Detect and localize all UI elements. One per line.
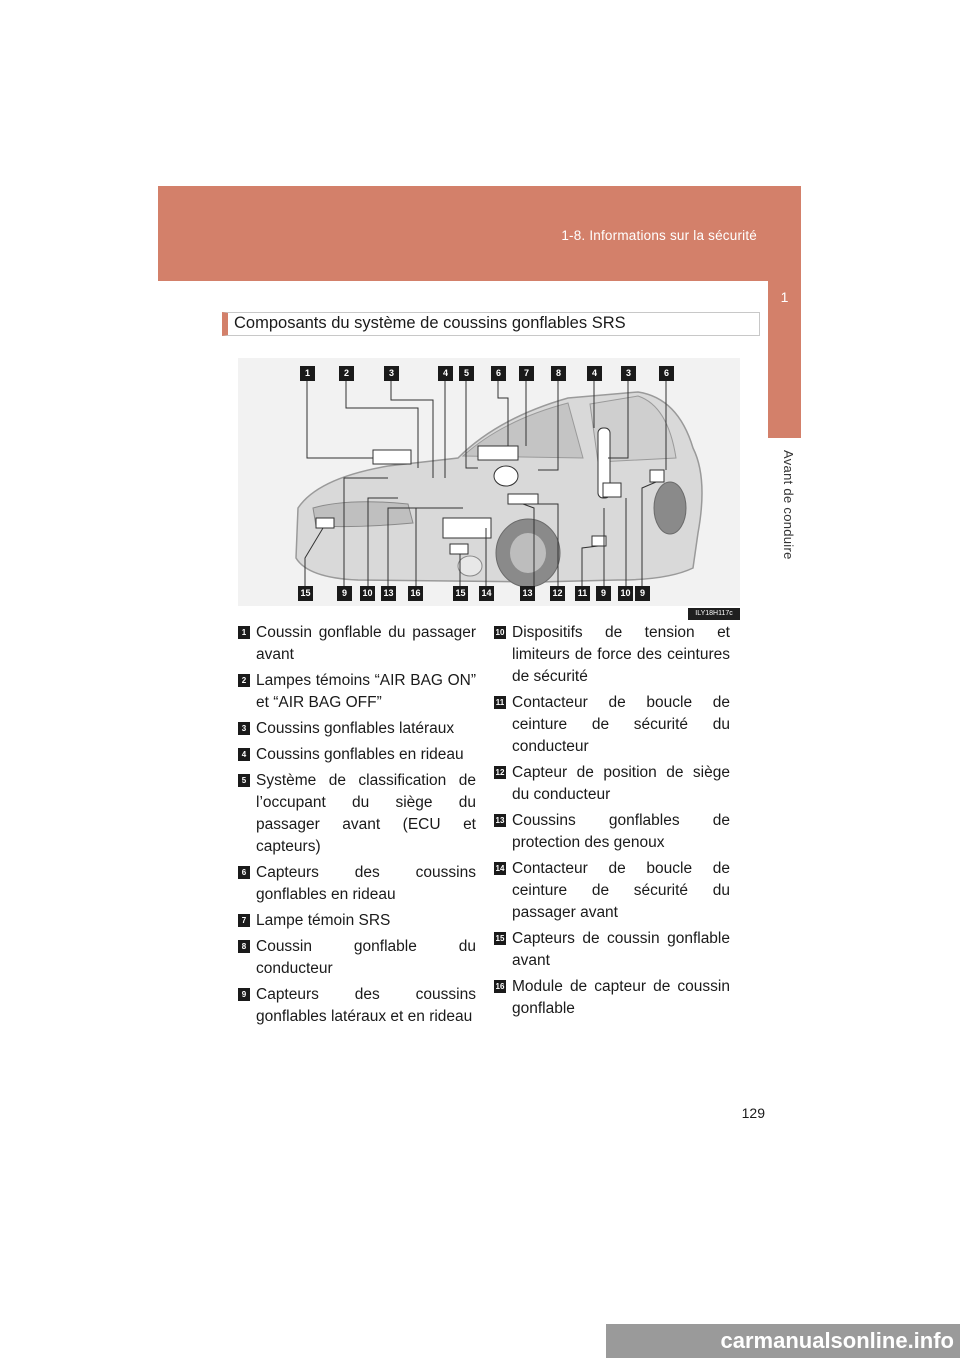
callout-top-6b: 6 (659, 366, 674, 381)
section-heading-text: Composants du système de coussins gonflables SRS (234, 314, 626, 332)
callout-top-6: 6 (491, 366, 506, 381)
item-text: Coussins gonflables latéraux (256, 720, 455, 737)
components-list-right (494, 622, 730, 1024)
callout-bottom-10: 10 (360, 586, 375, 601)
front-sensor-right-block (450, 544, 468, 554)
item-number-badge: 6 (238, 866, 250, 879)
item-number-badge: 9 (238, 988, 250, 1001)
item-number-badge: 5 (238, 774, 250, 787)
item-text: Coussin gonflable du passager avant (256, 624, 476, 663)
callout-bottom-15: 15 (298, 586, 313, 601)
list-item (494, 762, 730, 806)
item-number-badge: 12 (495, 768, 505, 777)
callout-bottom-13: 13 (381, 586, 396, 601)
callout-bottom-11: 11 (575, 586, 590, 601)
airbag-components-figure (238, 358, 740, 617)
callout-top-4: 4 (438, 366, 453, 381)
item-number-badge: 1 (238, 626, 250, 639)
item-number-badge: 15 (495, 934, 505, 943)
item-text: Coussin gonflable du conducteur (256, 938, 476, 977)
item-text: Contacteur de boucle de ceinture de sécurité du conducteur (512, 694, 730, 755)
item-number-badge: 14 (495, 864, 505, 873)
watermark-link[interactable]: carmanualsonline.info (606, 1324, 960, 1358)
list-item (238, 936, 476, 980)
chapter-number: 1 (780, 289, 789, 305)
callout-top-4b: 4 (587, 366, 602, 381)
item-number-badge: 7 (238, 914, 250, 927)
callout-bottom-12: 12 (550, 586, 565, 601)
curtain-sensor-block (650, 470, 664, 482)
callout-bottom-9: 9 (337, 586, 352, 601)
car-illustration (238, 358, 740, 606)
item-number-badge: 3 (238, 722, 250, 735)
item-text: Lampe témoin SRS (256, 912, 391, 929)
list-item (238, 910, 476, 932)
steering-wheel-shape (494, 466, 518, 486)
item-text: Coussins gonflables de protection des genoux (512, 812, 730, 851)
chapter-side-label: Avant de conduire (781, 450, 796, 560)
list-item (494, 928, 730, 972)
list-item (238, 718, 476, 740)
list-item (494, 976, 730, 1020)
item-text: Système de classification de l’occupant du siège du passager avant (ECU et capteurs) (256, 772, 476, 855)
list-item (238, 984, 476, 1028)
components-list-left (238, 622, 476, 1032)
chapter-side-tab (768, 281, 801, 438)
item-text: Dispositifs de tension et limiteurs de force des ceintures de sécurité (512, 624, 730, 685)
knee-airbag-driver-block (508, 494, 538, 504)
passenger-airbag-block (373, 450, 411, 464)
list-item (238, 744, 476, 766)
callout-top-5: 5 (459, 366, 474, 381)
callout-bottom-10b: 10 (618, 586, 633, 601)
callout-top-3b: 3 (621, 366, 636, 381)
list-item (494, 622, 730, 688)
item-text: Capteurs des coussins gonflables latéraux et en rideau (256, 986, 476, 1025)
callout-top-7: 7 (519, 366, 534, 381)
item-number-badge: 4 (238, 748, 250, 761)
callout-bottom-14: 14 (479, 586, 494, 601)
list-item (238, 862, 476, 906)
list-item (238, 622, 476, 666)
callout-bottom-16: 16 (408, 586, 423, 601)
front-hub-shape (510, 533, 546, 573)
item-number-badge: 16 (495, 982, 505, 991)
side-sensor-block (603, 483, 621, 497)
item-number-badge: 13 (495, 816, 505, 825)
callout-top-2: 2 (339, 366, 354, 381)
fog-lamp-shape (458, 556, 482, 576)
callout-bottom-13b: 13 (520, 586, 535, 601)
section-heading (222, 312, 760, 336)
list-item (238, 770, 476, 858)
callout-top-3: 3 (384, 366, 399, 381)
front-sensor-left-block (316, 518, 334, 528)
callout-bottom-15b: 15 (453, 586, 468, 601)
item-text: Capteurs des coussins gonflables en rideau (256, 864, 476, 903)
rear-wheel-shape (654, 482, 686, 534)
item-text: Contacteur de boucle de ceinture de sécurité du passager avant (512, 860, 730, 921)
item-number-badge: 8 (238, 940, 250, 953)
item-number-badge: 10 (495, 628, 505, 637)
knee-airbag-block (443, 518, 491, 538)
callout-top-1: 1 (300, 366, 315, 381)
item-text: Capteur de position de siège du conducteur (512, 764, 730, 803)
list-item (494, 692, 730, 758)
item-number-badge: 2 (238, 674, 250, 687)
item-text: Lampes témoins “AIR BAG ON” et “AIR BAG OFF” (256, 672, 476, 711)
chapter-header-band (158, 186, 801, 281)
callout-top-8: 8 (551, 366, 566, 381)
list-item (494, 810, 730, 854)
item-number-badge: 11 (495, 698, 505, 707)
item-text: Module de capteur de coussin gonflable (512, 978, 730, 1017)
callout-bottom-9b: 9 (596, 586, 611, 601)
page-number: 129 (741, 1105, 765, 1121)
callout-bottom-9c: 9 (635, 586, 650, 601)
item-text: Coussins gonflables en rideau (256, 746, 464, 763)
list-item (238, 670, 476, 714)
figure-code: ILY18H117c (688, 608, 740, 620)
chapter-section-title: 1-8. Informations sur la sécurité (561, 228, 757, 243)
driver-airbag-block (478, 446, 518, 460)
item-text: Capteurs de coussin gonflable avant (512, 930, 730, 969)
list-item (494, 858, 730, 924)
